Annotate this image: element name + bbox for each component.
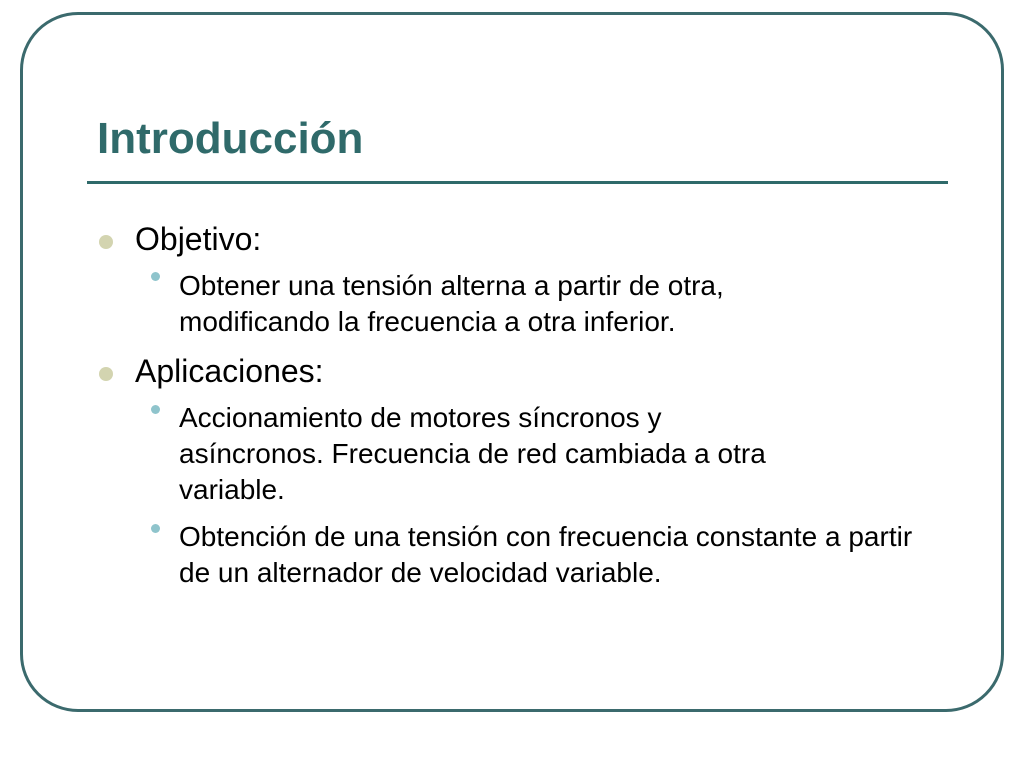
objetivo-point-1: Obtener una tensión alterna a partir de otra, modificando la frecuencia a otra inferior. (179, 270, 724, 337)
section-heading-aplicaciones: Aplicaciones: (135, 353, 324, 389)
sub-bullet-icon (151, 272, 160, 281)
slide-title: Introducción (97, 114, 364, 163)
sub-bullet-icon (151, 405, 160, 414)
aplicaciones-point-1: Accionamiento de motores síncronos y asíncronos. Frecuencia de red cambiada a otra variable. (179, 402, 766, 505)
aplicaciones-point-2: Obtención de una tensión con frecuencia constante a partir de un alternador de velocidad variable. (179, 521, 913, 588)
sub-bullet-icon (151, 524, 160, 533)
bullet-icon (99, 235, 113, 249)
bullet-icon (99, 367, 113, 381)
section-heading-objetivo: Objetivo: (135, 221, 262, 257)
